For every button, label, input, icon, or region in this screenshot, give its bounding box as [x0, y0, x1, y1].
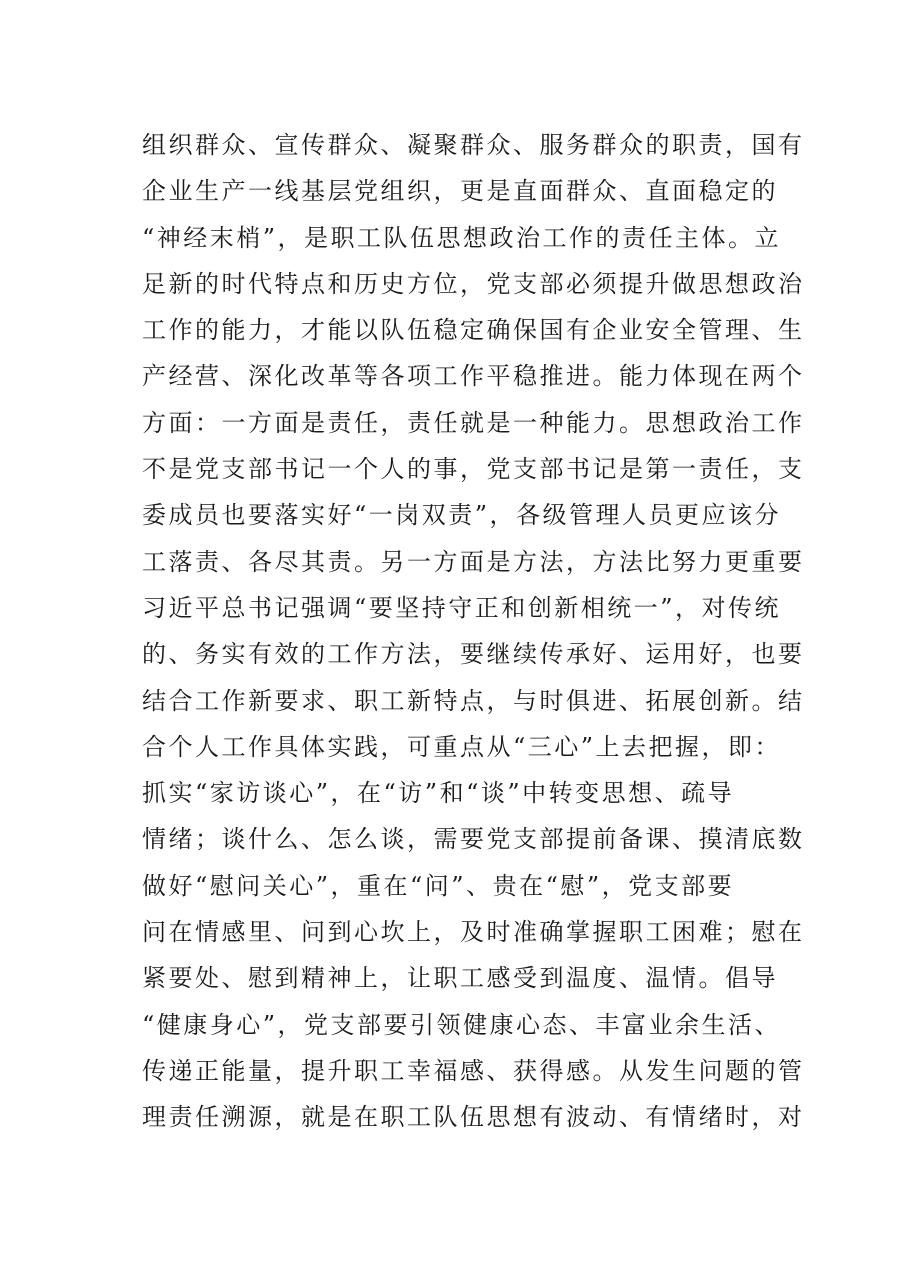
text-line: 企业生产一线基层党组织，更是直面群众、直面稳定的	[142, 177, 778, 206]
text-line: 结合工作新要求、职工新特点，与时俱进、拓展创新。结	[142, 686, 805, 715]
text-line: 组织群众、宣传群众、凝聚群众、服务群众的职责，国有	[142, 131, 805, 159]
text-line: 的、务实有效的工作方法，要继续传承好、运用好，也要	[142, 640, 805, 669]
text-line: 抓实“家访谈心”，在“访”和“谈”中转变思想、疏导	[142, 779, 735, 808]
text-line: 习近平总书记强调“要坚持守正和创新相统一”，对传统	[142, 593, 782, 622]
text-line: 做好“慰问关心”，重在“问”、贵在“慰”，党支部要	[142, 871, 735, 900]
text-line: “健康身心”，党支部要引领健康心态、丰富业余生活、	[142, 1010, 782, 1039]
text-line: “神经末梢”，是职工队伍思想政治工作的责任主体。立	[142, 223, 782, 252]
text-line: 方面：一方面是责任，责任就是一种能力。思想政治工作	[142, 408, 805, 437]
text-line: 理责任溯源，就是在职工队伍思想有波动、有情绪时，对	[142, 1103, 805, 1132]
text-line: 足新的时代特点和历史方位，党支部必须提升做思想政治	[142, 269, 805, 298]
text-line: 紧要处、慰到精神上，让职工感受到温度、温情。倡导	[142, 964, 778, 993]
text-line: 工作的能力，才能以队伍稳定确保国有企业安全管理、生	[142, 316, 805, 345]
text-line: 情绪；谈什么、怎么谈，需要党支部提前备课、摸清底数	[142, 825, 805, 854]
text-line: 传递正能量，提升职工幸福感、获得感。从发生问题的管	[142, 1056, 805, 1085]
text-line: 问在情感里、问到心坎上，及时准确掌握职工困难；慰在	[142, 918, 805, 947]
text-line: 产经营、深化改革等各项工作平稳推进。能力体现在两个	[142, 362, 805, 391]
text-line: 合个人工作具体实践，可重点从“三心”上去把握，即：	[142, 732, 782, 761]
text-line: 不是党支部书记一个人的事，党支部书记是第一责任，支	[142, 455, 805, 484]
text-line: 工落责、各尽其责。另一方面是方法，方法比努力更重要	[142, 547, 805, 576]
body-text	[142, 122, 805, 1141]
text-line: 委成员也要落实好“一岗双责”，各级管理人员更应该分	[142, 501, 782, 530]
